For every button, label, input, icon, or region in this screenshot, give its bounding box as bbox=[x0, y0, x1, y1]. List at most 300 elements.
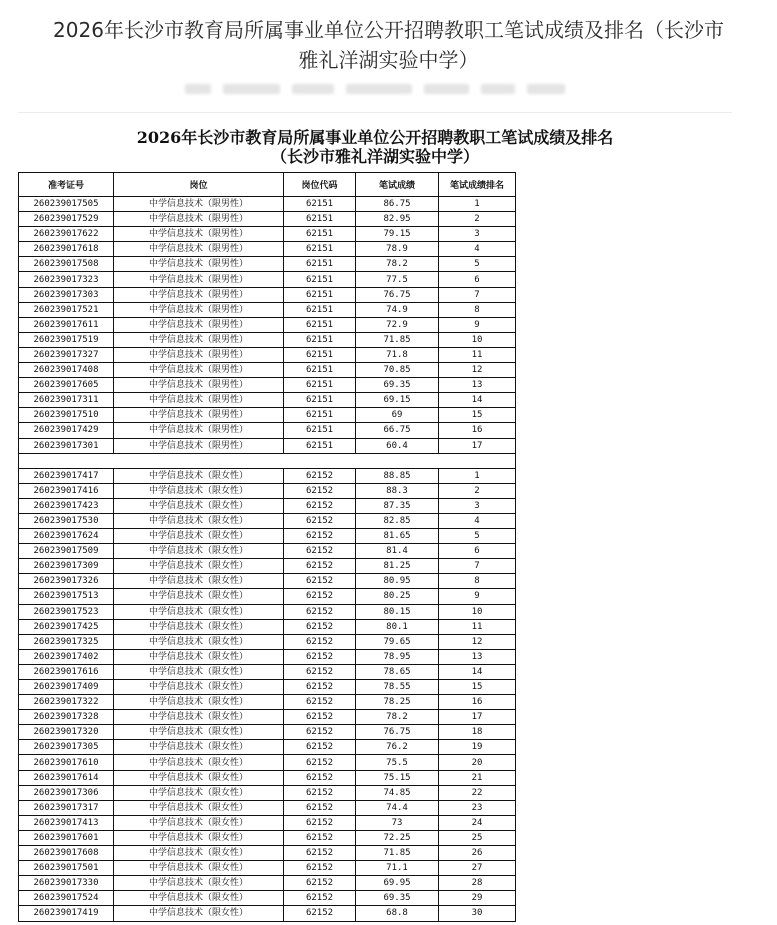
cell-exam-id: 260239017608 bbox=[19, 846, 114, 861]
cell-position-code: 62152 bbox=[284, 695, 356, 710]
cell-score: 80.1 bbox=[356, 619, 439, 634]
page-title bbox=[0, 13, 777, 75]
cell-position: 中学信息技术（限女性） bbox=[114, 891, 284, 906]
cell-exam-id: 260239017323 bbox=[19, 272, 114, 287]
cell-rank: 13 bbox=[439, 378, 516, 393]
cell-position: 中学信息技术（限女性） bbox=[114, 680, 284, 695]
cell-position: 中学信息技术（限女性） bbox=[114, 649, 284, 664]
cell-position-code: 62151 bbox=[284, 287, 356, 302]
cell-score: 82.85 bbox=[356, 513, 439, 528]
cell-exam-id: 260239017509 bbox=[19, 544, 114, 559]
cell-exam-id: 260239017306 bbox=[19, 785, 114, 800]
header-position: 岗位 bbox=[114, 173, 284, 197]
cell-rank: 14 bbox=[439, 664, 516, 679]
cell-rank: 8 bbox=[439, 574, 516, 589]
cell-position-code: 62151 bbox=[284, 363, 356, 378]
cell-position: 中学信息技术（限女性） bbox=[114, 634, 284, 649]
cell-exam-id: 260239017328 bbox=[19, 710, 114, 725]
cell-position: 中学信息技术（限女性） bbox=[114, 906, 284, 921]
cell-rank: 12 bbox=[439, 634, 516, 649]
cell-position: 中学信息技术（限女性） bbox=[114, 861, 284, 876]
table-row bbox=[19, 363, 516, 378]
cell-position: 中学信息技术（限男性） bbox=[114, 378, 284, 393]
cell-position-code: 62151 bbox=[284, 347, 356, 362]
cell-position-code: 62151 bbox=[284, 438, 356, 453]
cell-position: 中学信息技术（限男性） bbox=[114, 227, 284, 242]
group-separator-row bbox=[19, 453, 516, 468]
cell-position-code: 62152 bbox=[284, 906, 356, 921]
table-row bbox=[19, 498, 516, 513]
cell-position-code: 62151 bbox=[284, 408, 356, 423]
cell-position: 中学信息技术（限男性） bbox=[114, 197, 284, 212]
cell-score: 80.15 bbox=[356, 604, 439, 619]
table-row bbox=[19, 725, 516, 740]
cell-position: 中学信息技术（限男性） bbox=[114, 212, 284, 227]
table-row bbox=[19, 846, 516, 861]
cell-position: 中学信息技术（限女性） bbox=[114, 529, 284, 544]
cell-exam-id: 260239017322 bbox=[19, 695, 114, 710]
cell-exam-id: 260239017301 bbox=[19, 438, 114, 453]
cell-exam-id: 260239017326 bbox=[19, 574, 114, 589]
table-row bbox=[19, 861, 516, 876]
cell-exam-id: 260239017614 bbox=[19, 770, 114, 785]
cell-rank: 4 bbox=[439, 513, 516, 528]
cell-exam-id: 260239017402 bbox=[19, 649, 114, 664]
cell-score: 74.9 bbox=[356, 302, 439, 317]
cell-score: 81.4 bbox=[356, 544, 439, 559]
cell-position-code: 62152 bbox=[284, 891, 356, 906]
cell-position-code: 62152 bbox=[284, 861, 356, 876]
cell-exam-id: 260239017409 bbox=[19, 680, 114, 695]
cell-rank: 16 bbox=[439, 423, 516, 438]
cell-position: 中学信息技术（限男性） bbox=[114, 317, 284, 332]
cell-exam-id: 260239017530 bbox=[19, 513, 114, 528]
cell-score: 71.8 bbox=[356, 347, 439, 362]
table-row bbox=[19, 589, 516, 604]
table-row bbox=[19, 468, 516, 483]
cell-position-code: 62151 bbox=[284, 302, 356, 317]
cell-score: 78.2 bbox=[356, 257, 439, 272]
cell-score: 73 bbox=[356, 815, 439, 830]
divider bbox=[18, 112, 732, 113]
table-row bbox=[19, 227, 516, 242]
cell-position: 中学信息技术（限女性） bbox=[114, 740, 284, 755]
table-row bbox=[19, 649, 516, 664]
cell-rank: 3 bbox=[439, 227, 516, 242]
table-row bbox=[19, 830, 516, 845]
cell-position: 中学信息技术（限女性） bbox=[114, 544, 284, 559]
cell-position: 中学信息技术（限男性） bbox=[114, 272, 284, 287]
cell-exam-id: 260239017601 bbox=[19, 830, 114, 845]
cell-rank: 12 bbox=[439, 363, 516, 378]
table-row bbox=[19, 483, 516, 498]
cell-score: 80.95 bbox=[356, 574, 439, 589]
cell-position-code: 62152 bbox=[284, 770, 356, 785]
cell-exam-id: 260239017624 bbox=[19, 529, 114, 544]
cell-score: 80.25 bbox=[356, 589, 439, 604]
cell-position-code: 62151 bbox=[284, 378, 356, 393]
cell-position: 中学信息技术（限女性） bbox=[114, 498, 284, 513]
cell-rank: 9 bbox=[439, 317, 516, 332]
cell-score: 78.2 bbox=[356, 710, 439, 725]
cell-position: 中学信息技术（限女性） bbox=[114, 468, 284, 483]
cell-rank: 6 bbox=[439, 272, 516, 287]
cell-exam-id: 260239017523 bbox=[19, 604, 114, 619]
cell-exam-id: 260239017505 bbox=[19, 197, 114, 212]
table-row bbox=[19, 710, 516, 725]
table-row bbox=[19, 272, 516, 287]
cell-exam-id: 260239017419 bbox=[19, 906, 114, 921]
cell-position: 中学信息技术（限男性） bbox=[114, 408, 284, 423]
table-body bbox=[19, 197, 516, 922]
cell-position-code: 62151 bbox=[284, 272, 356, 287]
cell-rank: 23 bbox=[439, 800, 516, 815]
cell-position: 中学信息技术（限女性） bbox=[114, 589, 284, 604]
cell-score: 69.95 bbox=[356, 876, 439, 891]
cell-position: 中学信息技术（限女性） bbox=[114, 800, 284, 815]
header-rank: 笔试成绩排名 bbox=[439, 173, 516, 197]
cell-position-code: 62151 bbox=[284, 227, 356, 242]
cell-rank: 9 bbox=[439, 589, 516, 604]
cell-exam-id: 260239017510 bbox=[19, 408, 114, 423]
table-row bbox=[19, 785, 516, 800]
table-row bbox=[19, 906, 516, 921]
cell-position-code: 62152 bbox=[284, 664, 356, 679]
cell-score: 75.5 bbox=[356, 755, 439, 770]
cell-position: 中学信息技术（限女性） bbox=[114, 695, 284, 710]
cell-position: 中学信息技术（限女性） bbox=[114, 559, 284, 574]
table-row bbox=[19, 800, 516, 815]
cell-score: 78.25 bbox=[356, 695, 439, 710]
cell-position: 中学信息技术（限女性） bbox=[114, 710, 284, 725]
cell-position-code: 62152 bbox=[284, 755, 356, 770]
cell-score: 76.2 bbox=[356, 740, 439, 755]
cell-exam-id: 260239017416 bbox=[19, 483, 114, 498]
table-row bbox=[19, 347, 516, 362]
cell-position: 中学信息技术（限男性） bbox=[114, 257, 284, 272]
cell-rank: 3 bbox=[439, 498, 516, 513]
table-row bbox=[19, 544, 516, 559]
table-row bbox=[19, 680, 516, 695]
cell-rank: 13 bbox=[439, 649, 516, 664]
cell-score: 69.15 bbox=[356, 393, 439, 408]
table-row bbox=[19, 559, 516, 574]
table-row bbox=[19, 393, 516, 408]
cell-rank: 11 bbox=[439, 347, 516, 362]
cell-position-code: 62152 bbox=[284, 498, 356, 513]
cell-score: 78.9 bbox=[356, 242, 439, 257]
cell-rank: 5 bbox=[439, 257, 516, 272]
table-row bbox=[19, 332, 516, 347]
cell-score: 71.1 bbox=[356, 861, 439, 876]
cell-position: 中学信息技术（限女性） bbox=[114, 513, 284, 528]
cell-score: 77.5 bbox=[356, 272, 439, 287]
cell-position: 中学信息技术（限男性） bbox=[114, 438, 284, 453]
header-score: 笔试成绩 bbox=[356, 173, 439, 197]
cell-exam-id: 260239017413 bbox=[19, 815, 114, 830]
cell-exam-id: 260239017325 bbox=[19, 634, 114, 649]
cell-rank: 11 bbox=[439, 619, 516, 634]
table-row bbox=[19, 740, 516, 755]
cell-position-code: 62152 bbox=[284, 529, 356, 544]
cell-exam-id: 260239017501 bbox=[19, 861, 114, 876]
table-row bbox=[19, 423, 516, 438]
cell-rank: 25 bbox=[439, 830, 516, 845]
cell-score: 76.75 bbox=[356, 725, 439, 740]
document-title-line-1: 2026年长沙市教育局所属事业单位公开招聘教职工笔试成绩及排名 bbox=[136, 128, 614, 147]
cell-rank: 20 bbox=[439, 755, 516, 770]
cell-rank: 18 bbox=[439, 725, 516, 740]
cell-rank: 17 bbox=[439, 438, 516, 453]
header-position-code: 岗位代码 bbox=[284, 173, 356, 197]
cell-exam-id: 260239017423 bbox=[19, 498, 114, 513]
page-title-line-2: 雅礼洋湖实验中学） bbox=[298, 48, 479, 73]
document-title bbox=[18, 128, 732, 166]
cell-score: 78.55 bbox=[356, 680, 439, 695]
cell-rank: 19 bbox=[439, 740, 516, 755]
cell-position-code: 62152 bbox=[284, 740, 356, 755]
table-row bbox=[19, 302, 516, 317]
cell-score: 81.25 bbox=[356, 559, 439, 574]
cell-position: 中学信息技术（限女性） bbox=[114, 604, 284, 619]
cell-rank: 10 bbox=[439, 604, 516, 619]
table-row bbox=[19, 634, 516, 649]
cell-position: 中学信息技术（限男性） bbox=[114, 393, 284, 408]
cell-rank: 5 bbox=[439, 529, 516, 544]
cell-position: 中学信息技术（限女性） bbox=[114, 785, 284, 800]
cell-score: 81.65 bbox=[356, 529, 439, 544]
page-title-line-1: 2026年长沙市教育局所属事业单位公开招聘教职工笔试成绩及排名（长沙市 bbox=[53, 18, 724, 43]
cell-position-code: 62152 bbox=[284, 589, 356, 604]
cell-rank: 14 bbox=[439, 393, 516, 408]
cell-score: 75.15 bbox=[356, 770, 439, 785]
cell-position-code: 62152 bbox=[284, 483, 356, 498]
cell-rank: 7 bbox=[439, 559, 516, 574]
cell-score: 70.85 bbox=[356, 363, 439, 378]
cell-exam-id: 260239017605 bbox=[19, 378, 114, 393]
cell-rank: 7 bbox=[439, 287, 516, 302]
cell-position-code: 62151 bbox=[284, 242, 356, 257]
table-row bbox=[19, 619, 516, 634]
group-separator-cell bbox=[19, 453, 516, 468]
cell-exam-id: 260239017425 bbox=[19, 619, 114, 634]
cell-rank: 26 bbox=[439, 846, 516, 861]
cell-exam-id: 260239017303 bbox=[19, 287, 114, 302]
table-row bbox=[19, 529, 516, 544]
table-row bbox=[19, 770, 516, 785]
cell-rank: 15 bbox=[439, 680, 516, 695]
cell-exam-id: 260239017529 bbox=[19, 212, 114, 227]
cell-score: 74.85 bbox=[356, 785, 439, 800]
cell-position: 中学信息技术（限女性） bbox=[114, 830, 284, 845]
cell-score: 66.75 bbox=[356, 423, 439, 438]
cell-position-code: 62152 bbox=[284, 800, 356, 815]
cell-position-code: 62152 bbox=[284, 649, 356, 664]
table-row bbox=[19, 242, 516, 257]
cell-position: 中学信息技术（限女性） bbox=[114, 846, 284, 861]
cell-position-code: 62151 bbox=[284, 317, 356, 332]
cell-position-code: 62152 bbox=[284, 544, 356, 559]
cell-rank: 8 bbox=[439, 302, 516, 317]
cell-position-code: 62152 bbox=[284, 680, 356, 695]
cell-position-code: 62152 bbox=[284, 725, 356, 740]
cell-rank: 2 bbox=[439, 483, 516, 498]
cell-rank: 1 bbox=[439, 197, 516, 212]
table-row bbox=[19, 574, 516, 589]
cell-exam-id: 260239017618 bbox=[19, 242, 114, 257]
table-row bbox=[19, 891, 516, 906]
cell-position-code: 62152 bbox=[284, 710, 356, 725]
cell-rank: 30 bbox=[439, 906, 516, 921]
cell-score: 78.65 bbox=[356, 664, 439, 679]
table-row bbox=[19, 378, 516, 393]
table-row bbox=[19, 408, 516, 423]
cell-exam-id: 260239017317 bbox=[19, 800, 114, 815]
table-row bbox=[19, 815, 516, 830]
cell-rank: 22 bbox=[439, 785, 516, 800]
cell-score: 88.85 bbox=[356, 468, 439, 483]
table-row bbox=[19, 513, 516, 528]
cell-score: 78.95 bbox=[356, 649, 439, 664]
cell-score: 79.65 bbox=[356, 634, 439, 649]
cell-score: 72.25 bbox=[356, 830, 439, 845]
blurred-meta-info bbox=[185, 82, 565, 96]
cell-position-code: 62151 bbox=[284, 423, 356, 438]
cell-exam-id: 260239017327 bbox=[19, 347, 114, 362]
cell-position: 中学信息技术（限男性） bbox=[114, 347, 284, 362]
cell-rank: 21 bbox=[439, 770, 516, 785]
cell-exam-id: 260239017524 bbox=[19, 891, 114, 906]
table-row bbox=[19, 876, 516, 891]
cell-position-code: 62152 bbox=[284, 815, 356, 830]
cell-position-code: 62151 bbox=[284, 332, 356, 347]
cell-exam-id: 260239017611 bbox=[19, 317, 114, 332]
cell-position-code: 62152 bbox=[284, 513, 356, 528]
cell-position-code: 62152 bbox=[284, 619, 356, 634]
cell-rank: 29 bbox=[439, 891, 516, 906]
cell-score: 79.15 bbox=[356, 227, 439, 242]
cell-position-code: 62152 bbox=[284, 785, 356, 800]
cell-position: 中学信息技术（限男性） bbox=[114, 242, 284, 257]
cell-score: 69 bbox=[356, 408, 439, 423]
cell-exam-id: 260239017417 bbox=[19, 468, 114, 483]
table-header-row bbox=[19, 173, 516, 197]
cell-exam-id: 260239017519 bbox=[19, 332, 114, 347]
cell-exam-id: 260239017330 bbox=[19, 876, 114, 891]
table-row bbox=[19, 317, 516, 332]
cell-position: 中学信息技术（限女性） bbox=[114, 483, 284, 498]
cell-position-code: 62152 bbox=[284, 559, 356, 574]
cell-rank: 10 bbox=[439, 332, 516, 347]
cell-position-code: 62152 bbox=[284, 830, 356, 845]
table-row bbox=[19, 287, 516, 302]
table-row bbox=[19, 197, 516, 212]
cell-position-code: 62151 bbox=[284, 393, 356, 408]
cell-rank: 1 bbox=[439, 468, 516, 483]
cell-position: 中学信息技术（限女性） bbox=[114, 876, 284, 891]
cell-position: 中学信息技术（限女性） bbox=[114, 664, 284, 679]
cell-score: 69.35 bbox=[356, 891, 439, 906]
cell-position: 中学信息技术（限女性） bbox=[114, 725, 284, 740]
table-row bbox=[19, 664, 516, 679]
cell-position-code: 62151 bbox=[284, 212, 356, 227]
cell-position: 中学信息技术（限男性） bbox=[114, 332, 284, 347]
cell-score: 87.35 bbox=[356, 498, 439, 513]
cell-exam-id: 260239017311 bbox=[19, 393, 114, 408]
cell-exam-id: 260239017521 bbox=[19, 302, 114, 317]
cell-position: 中学信息技术（限女性） bbox=[114, 755, 284, 770]
table-row bbox=[19, 257, 516, 272]
header-exam-id: 准考证号 bbox=[19, 173, 114, 197]
cell-score: 71.85 bbox=[356, 332, 439, 347]
cell-position: 中学信息技术（限男性） bbox=[114, 287, 284, 302]
cell-exam-id: 260239017610 bbox=[19, 755, 114, 770]
cell-rank: 16 bbox=[439, 695, 516, 710]
cell-position: 中学信息技术（限男性） bbox=[114, 302, 284, 317]
cell-position-code: 62151 bbox=[284, 257, 356, 272]
table-row bbox=[19, 212, 516, 227]
cell-position-code: 62152 bbox=[284, 634, 356, 649]
cell-exam-id: 260239017622 bbox=[19, 227, 114, 242]
cell-exam-id: 260239017508 bbox=[19, 257, 114, 272]
cell-score: 71.85 bbox=[356, 846, 439, 861]
cell-exam-id: 260239017429 bbox=[19, 423, 114, 438]
cell-rank: 2 bbox=[439, 212, 516, 227]
cell-position-code: 62152 bbox=[284, 604, 356, 619]
cell-position: 中学信息技术（限女性） bbox=[114, 815, 284, 830]
cell-position: 中学信息技术（限女性） bbox=[114, 619, 284, 634]
table-row bbox=[19, 695, 516, 710]
cell-position: 中学信息技术（限女性） bbox=[114, 574, 284, 589]
cell-exam-id: 260239017320 bbox=[19, 725, 114, 740]
cell-position: 中学信息技术（限女性） bbox=[114, 770, 284, 785]
cell-position-code: 62152 bbox=[284, 574, 356, 589]
cell-score: 68.8 bbox=[356, 906, 439, 921]
cell-position-code: 62152 bbox=[284, 846, 356, 861]
cell-position-code: 62152 bbox=[284, 468, 356, 483]
cell-score: 86.75 bbox=[356, 197, 439, 212]
cell-position: 中学信息技术（限男性） bbox=[114, 423, 284, 438]
table-row bbox=[19, 755, 516, 770]
table-row bbox=[19, 438, 516, 453]
cell-score: 88.3 bbox=[356, 483, 439, 498]
cell-rank: 17 bbox=[439, 710, 516, 725]
cell-rank: 15 bbox=[439, 408, 516, 423]
cell-score: 76.75 bbox=[356, 287, 439, 302]
cell-exam-id: 260239017309 bbox=[19, 559, 114, 574]
cell-rank: 27 bbox=[439, 861, 516, 876]
cell-position-code: 62151 bbox=[284, 197, 356, 212]
cell-rank: 24 bbox=[439, 815, 516, 830]
table-row bbox=[19, 604, 516, 619]
cell-score: 72.9 bbox=[356, 317, 439, 332]
cell-score: 60.4 bbox=[356, 438, 439, 453]
cell-exam-id: 260239017616 bbox=[19, 664, 114, 679]
cell-score: 69.35 bbox=[356, 378, 439, 393]
score-table bbox=[18, 172, 516, 922]
cell-score: 82.95 bbox=[356, 212, 439, 227]
cell-rank: 6 bbox=[439, 544, 516, 559]
cell-exam-id: 260239017305 bbox=[19, 740, 114, 755]
cell-rank: 4 bbox=[439, 242, 516, 257]
document-title-line-2: （长沙市雅礼洋湖实验中学） bbox=[270, 147, 479, 166]
cell-exam-id: 260239017408 bbox=[19, 363, 114, 378]
cell-score: 74.4 bbox=[356, 800, 439, 815]
cell-exam-id: 260239017513 bbox=[19, 589, 114, 604]
cell-position: 中学信息技术（限男性） bbox=[114, 363, 284, 378]
cell-rank: 28 bbox=[439, 876, 516, 891]
cell-position-code: 62152 bbox=[284, 876, 356, 891]
